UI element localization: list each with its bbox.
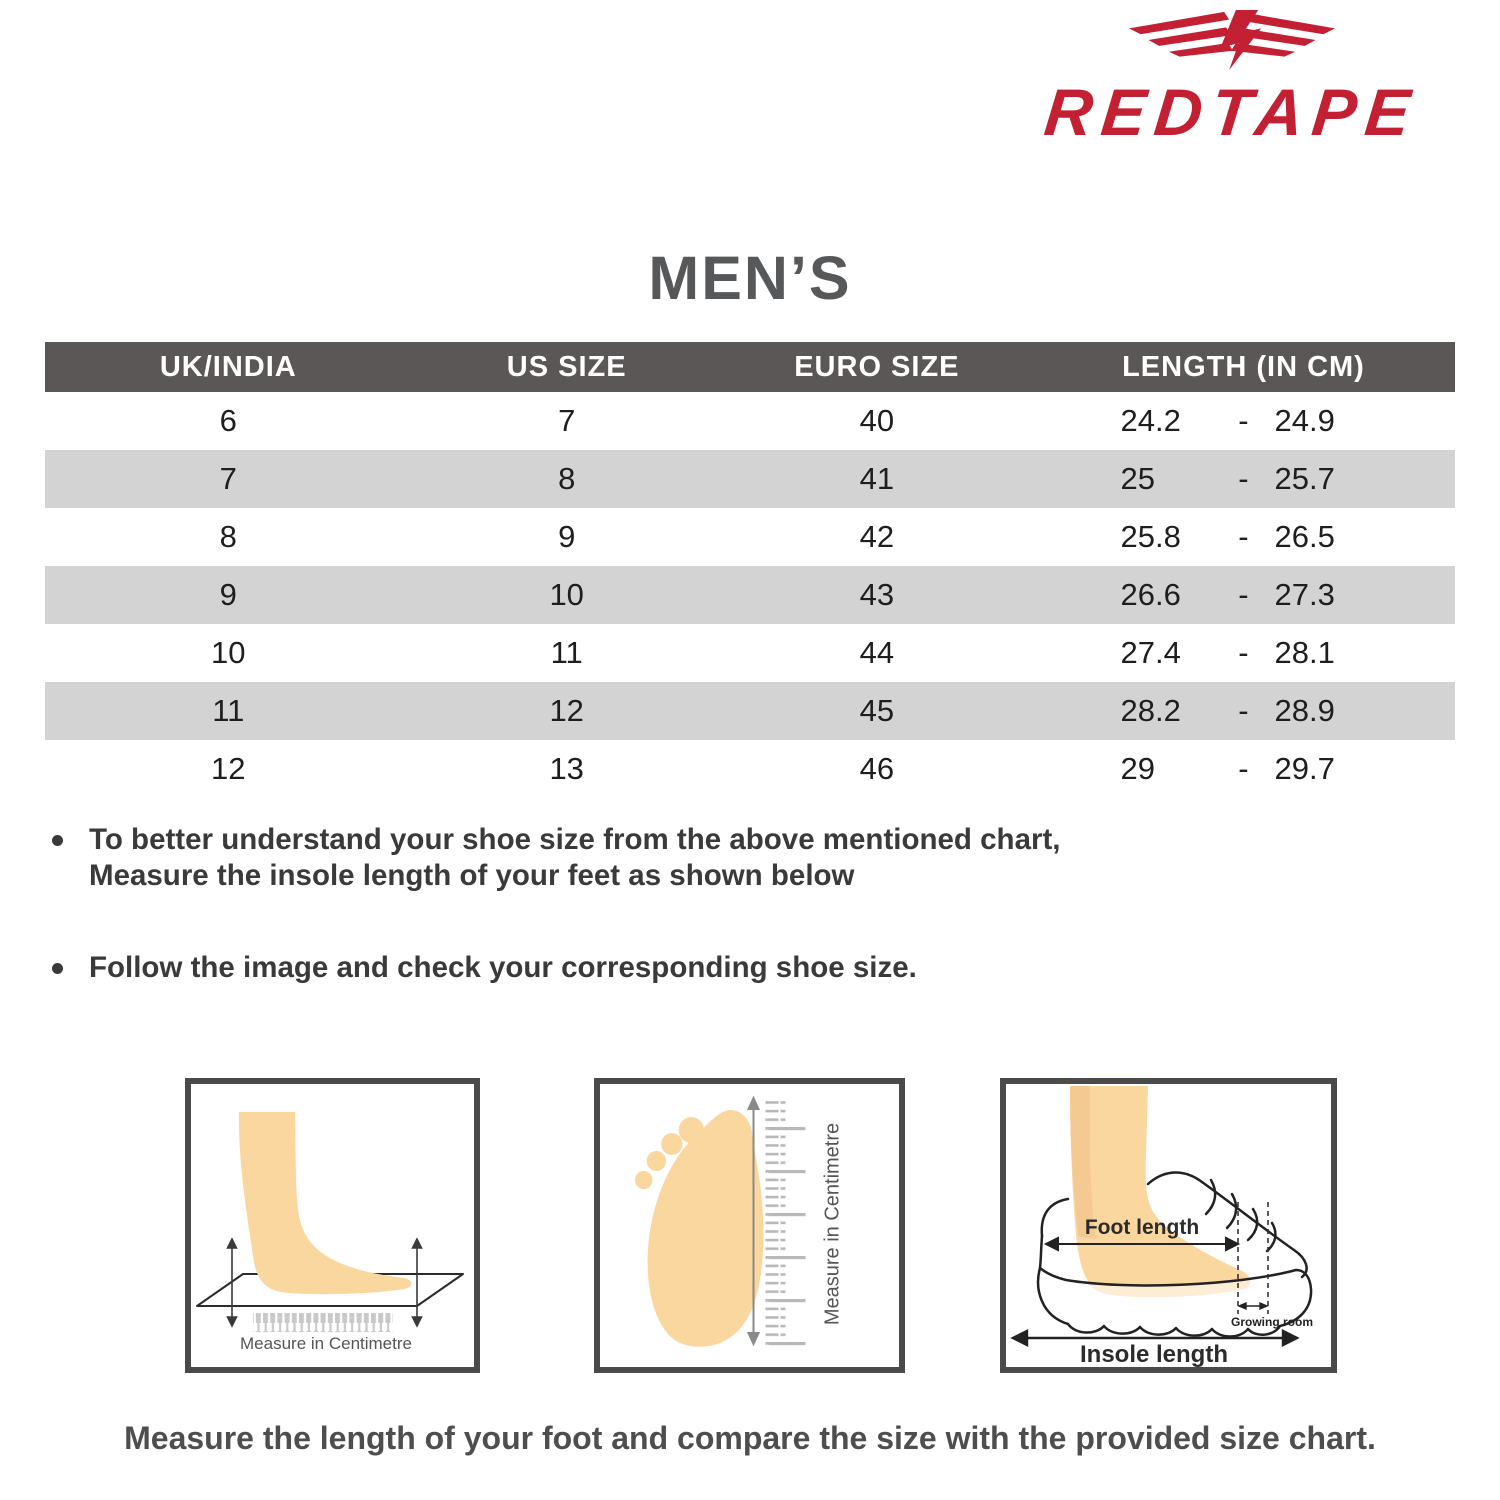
page-title: MEN’S <box>648 244 852 312</box>
cell-uk-india: 9 <box>219 577 237 612</box>
cell-uk-india: 6 <box>219 403 237 438</box>
length-min: 25 <box>1120 461 1155 496</box>
diagram-foot-side-view <box>185 1078 480 1373</box>
length-min: 28.2 <box>1120 693 1181 728</box>
foot-sole-silhouette <box>635 1110 763 1347</box>
cell-uk-india: 8 <box>219 519 237 554</box>
cell-length-range <box>1032 635 1455 671</box>
cell-uk-india: 12 <box>211 751 246 786</box>
range-separator: - <box>1238 577 1249 612</box>
ruler-vertical-long-ticks <box>766 1098 806 1346</box>
table-row <box>45 450 1455 508</box>
length-max: 27.3 <box>1274 577 1335 612</box>
table-row <box>45 392 1455 450</box>
length-max: 28.9 <box>1274 693 1335 728</box>
cell-euro-size: 44 <box>859 635 895 670</box>
table-row <box>45 740 1455 798</box>
redtape-wing-icon <box>1112 8 1352 76</box>
cell-euro-size: 43 <box>859 577 895 612</box>
length-max: 26.5 <box>1274 519 1335 554</box>
note-text <box>89 822 1060 894</box>
length-max: 28.1 <box>1274 635 1335 670</box>
range-separator: - <box>1238 693 1249 728</box>
range-separator: - <box>1238 461 1249 496</box>
table-row <box>45 508 1455 566</box>
length-max: 29.7 <box>1274 751 1335 786</box>
cell-us-size: 13 <box>549 751 584 786</box>
cell-us-size: 7 <box>558 403 576 438</box>
cell-length-range <box>1032 519 1455 555</box>
length-min: 25.8 <box>1120 519 1181 554</box>
size-table <box>45 342 1455 798</box>
cell-length-range <box>1032 403 1455 439</box>
table-row <box>45 566 1455 624</box>
length-max: 24.9 <box>1274 403 1335 438</box>
cell-us-size: 10 <box>549 577 584 612</box>
length-min: 26.6 <box>1120 577 1181 612</box>
bullet-dot <box>52 963 63 974</box>
bullet-dot <box>52 835 63 846</box>
footer-caption: Measure the length of your foot and compare the size with the provided size chart. <box>124 1420 1376 1456</box>
column-header-euro-size: EURO SIZE <box>794 350 960 383</box>
foot-side-silhouette <box>239 1112 412 1294</box>
column-header-uk-india: UK/INDIA <box>159 350 297 383</box>
note-line: To better understand your shoe size from the above mentioned chart, <box>89 823 1061 856</box>
cell-euro-size: 40 <box>859 403 895 438</box>
cell-uk-india: 10 <box>211 635 246 670</box>
cell-us-size: 11 <box>550 635 583 670</box>
length-min: 29 <box>1120 751 1155 786</box>
table-row <box>45 624 1455 682</box>
note-follow-image <box>52 950 1452 986</box>
range-separator: - <box>1238 519 1249 554</box>
cell-us-size: 12 <box>549 693 584 728</box>
cell-length-range <box>1032 461 1455 497</box>
cell-euro-size: 42 <box>859 519 895 554</box>
brand-logo <box>1002 8 1462 147</box>
height-arrow-left <box>228 1239 237 1326</box>
cell-euro-size: 41 <box>859 461 895 496</box>
note-measure-insole <box>52 822 1452 894</box>
note-line: Measure the insole length of your feet as shown below <box>89 858 855 892</box>
column-header-length: LENGTH (IN CM) <box>1122 350 1365 383</box>
cell-uk-india: 7 <box>219 461 237 496</box>
cell-euro-size: 45 <box>859 693 895 728</box>
foot-length-label: Foot length <box>1084 1216 1200 1239</box>
column-header-us-size: US SIZE <box>506 350 627 383</box>
leg-foot-silhouette <box>1070 1086 1250 1297</box>
cell-length-range <box>1032 693 1455 729</box>
ruler-caption-rotated: Measure in Centimetre <box>821 1122 844 1326</box>
size-table-body <box>45 392 1455 798</box>
insole-length-label: Insole length <box>1079 1341 1229 1367</box>
cell-us-size: 9 <box>558 519 576 554</box>
cell-length-range <box>1032 751 1455 787</box>
height-arrow-right <box>413 1239 422 1326</box>
instruction-notes <box>52 822 1452 986</box>
diagram-shoe-insole <box>1000 1078 1337 1373</box>
table-row <box>45 682 1455 740</box>
ruler-caption: Measure in Centimetre <box>240 1334 412 1353</box>
length-max: 25.7 <box>1274 461 1335 496</box>
size-table-header <box>45 342 1455 392</box>
growing-room-label: Growing room <box>1231 1315 1313 1329</box>
diagram-foot-top-view <box>594 1078 905 1373</box>
brand-wordmark: REDTAPE <box>1041 75 1423 149</box>
cell-length-range <box>1032 577 1455 613</box>
cell-uk-india: 11 <box>212 693 245 728</box>
ruler-horizontal <box>253 1313 393 1332</box>
length-min: 24.2 <box>1120 403 1181 438</box>
note-text: Follow the image and check your corresponding shoe size. <box>89 950 917 984</box>
cell-euro-size: 46 <box>859 751 895 786</box>
length-min: 27.4 <box>1120 635 1181 670</box>
range-separator: - <box>1238 751 1249 786</box>
cell-us-size: 8 <box>558 461 576 496</box>
range-separator: - <box>1238 635 1249 670</box>
range-separator: - <box>1238 403 1249 438</box>
